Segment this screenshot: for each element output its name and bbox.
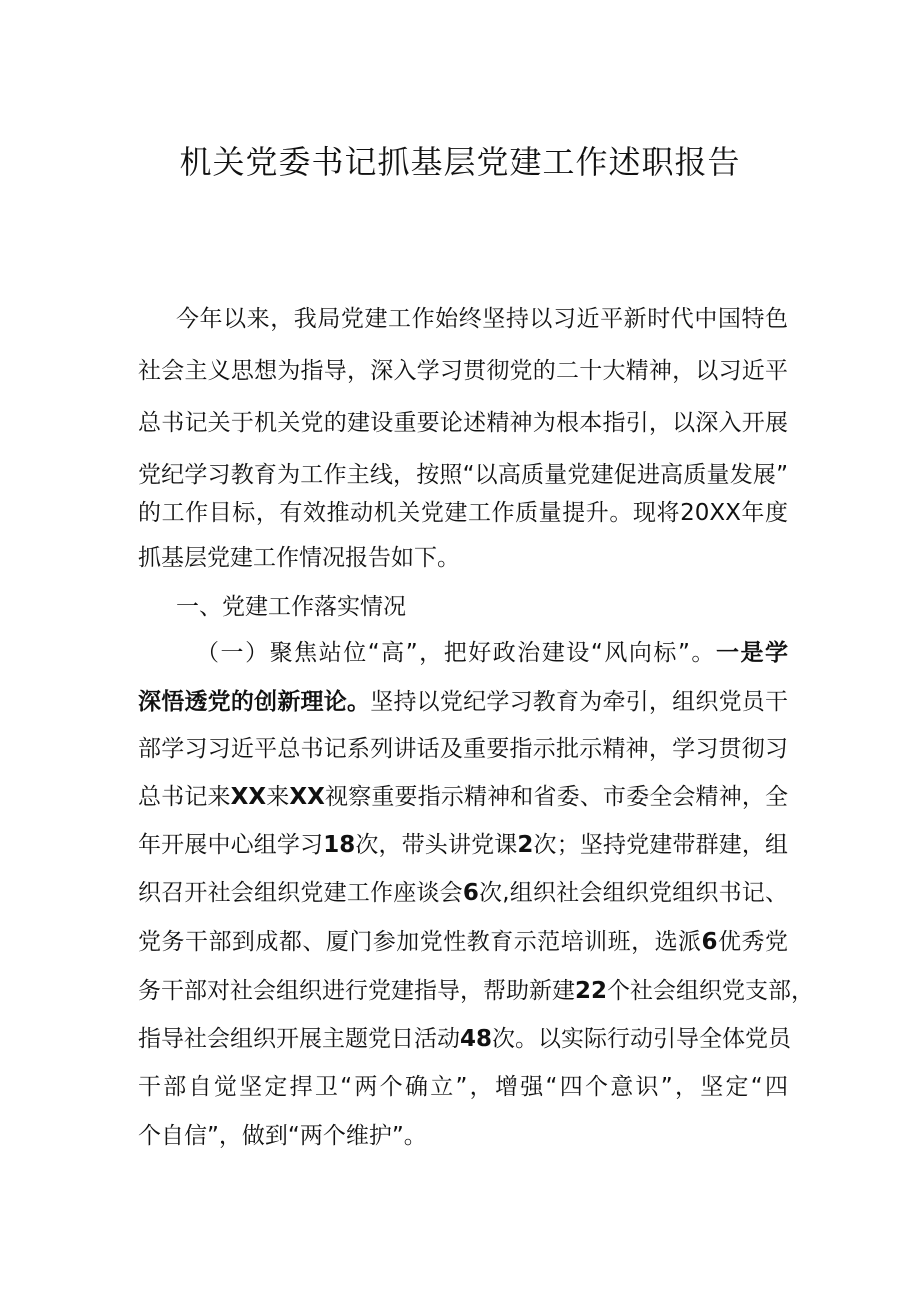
text-line-11: 年开展中心组学习18次，带头讲党课2次；坚持党建带群建，组	[138, 832, 789, 858]
text-line-14: 务干部对社会组织进行党建指导，帮助新建22个社会组织党支部，	[138, 978, 815, 1004]
text-line-7: （一）聚焦站位“高”，把好政治建设“风向标”。一是学	[196, 640, 789, 666]
text-line-2: 社会主义思想为指导，深入学习贯彻党的二十大精神，以习近平	[138, 358, 788, 384]
section-heading: 一、党建工作落实情况	[176, 594, 406, 620]
text-line-9: 部学习习近平总书记系列讲话及重要指示批示精神，学习贯彻习	[138, 736, 788, 762]
text-line-15: 指导社会组织开展主题党日活动48次。以实际行动引导全体党员	[138, 1026, 792, 1052]
text-line-10: 总书记来XX来XX视察重要指示精神和省委、市委全会精神，全	[138, 784, 788, 810]
text-line-4: 党纪学习教育为工作主线，按照“以高质量党建促进高质量发展”	[138, 462, 788, 488]
text-line-1: 今年以来，我局党建工作始终坚持以习近平新时代中国特色	[176, 306, 788, 332]
document-title: 机关党委书记抓基层党建工作述职报告	[179, 143, 741, 181]
text-line-16: 干部自觉坚定捍卫“两个确立”，增强“四个意识”，坚定“四	[138, 1074, 788, 1100]
text-line-8: 深悟透党的创新理论。坚持以党纪学习教育为牵引，组织党员干	[138, 689, 789, 715]
text-line-17: 个自信”，做到“两个维护”。	[138, 1123, 427, 1149]
text-line-5: 的工作目标，有效推动机关党建工作质量提升。现将20XX年度	[138, 500, 788, 526]
text-line-6: 抓基层党建工作情况报告如下。	[138, 545, 460, 571]
text-line-13: 党务干部到成都、厦门参加党性教育示范培训班，选派6优秀党	[138, 929, 789, 955]
text-line-3: 总书记关于机关党的建设重要论述精神为根本指引，以深入开展	[138, 410, 788, 436]
text-line-12: 织召开社会组织党建工作座谈会6次,组织社会组织党组织书记、	[138, 880, 789, 906]
